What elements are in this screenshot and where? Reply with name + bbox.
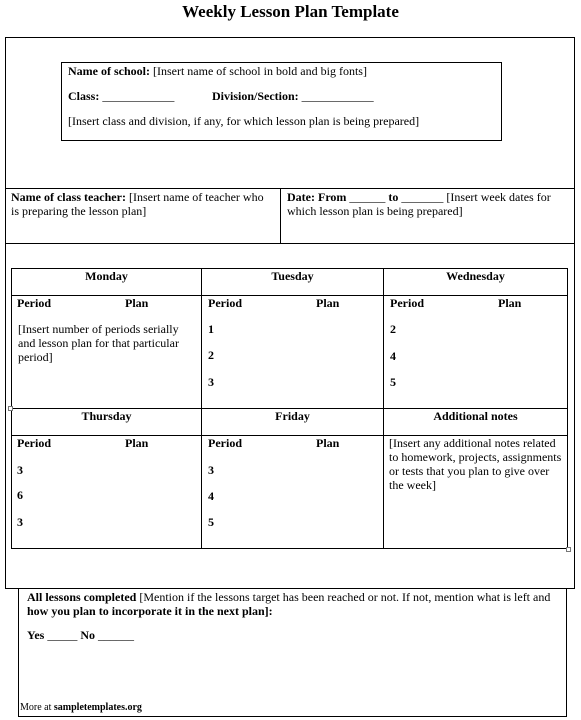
row-handle-left[interactable] [8, 406, 13, 411]
additional-notes-text [389, 436, 565, 492]
wednesday-plan-header: Plan [498, 296, 522, 310]
additional-note-line-2: to homework, projects, assignments [389, 450, 562, 464]
thursday-period-3: 3 [17, 515, 23, 529]
monday-note-line-3: period] [18, 350, 53, 364]
additional-note-line-4: the week] [389, 478, 436, 492]
no-label: No [80, 628, 96, 642]
division-line [212, 89, 374, 104]
date-from-blank[interactable]: ______ [346, 190, 389, 204]
class-blank[interactable]: ____________ [99, 89, 175, 103]
school-name-placeholder: [Insert name of school in bold and big fonts] [149, 64, 367, 78]
completion-placeholder-1: [Mention if the lessons target has been reached or not. If not, mention what is left and [136, 590, 551, 604]
class-line [68, 89, 174, 104]
tuesday-period-1: 1 [208, 322, 214, 336]
tuesday-period-2: 2 [208, 348, 214, 362]
yes-no-line [27, 628, 134, 643]
monday-note [18, 322, 198, 364]
date-field [287, 190, 573, 218]
tuesday-period-3: 3 [208, 375, 214, 389]
additional-notes-header: Additional notes [433, 409, 518, 423]
date-placeholder-2: which lesson plan is being prepared] [287, 204, 463, 218]
teacher-field [11, 190, 279, 218]
monday-note-line-1: [Insert number of periods serially [18, 322, 179, 336]
thursday-header: Thursday [81, 409, 132, 423]
class-label: Class: [68, 89, 100, 103]
completion-text [27, 590, 567, 618]
friday-period-header: Period [208, 436, 242, 450]
school-name-label: Name of school: [68, 64, 150, 78]
thursday-period-header: Period [17, 436, 51, 450]
yes-label: Yes [27, 628, 45, 642]
yes-blank[interactable]: _____ [44, 628, 81, 642]
school-name-line [68, 64, 367, 79]
wednesday-period-header: Period [390, 296, 424, 310]
footer-site-link[interactable]: sampletemplates.org [53, 702, 142, 713]
completion-placeholder-2: how you plan to incorporate it in the next plan]: [27, 604, 273, 618]
tuesday-period-header: Period [208, 296, 242, 310]
wednesday-period-2: 4 [390, 349, 396, 363]
division-blank[interactable]: ____________ [298, 89, 374, 103]
teacher-placeholder-1: [Insert name of teacher who [125, 190, 264, 204]
division-label: Division/Section: [212, 89, 299, 103]
teacher-label: Name of class teacher: [11, 190, 126, 204]
date-to-label: to [388, 190, 399, 204]
date-from-label: Date: From [287, 190, 347, 204]
wednesday-period-3: 5 [390, 375, 396, 389]
class-division-note: [Insert class and division, if any, for which lesson plan is being prepared] [68, 114, 420, 128]
date-placeholder-1: [Insert week dates for [446, 190, 551, 204]
friday-plan-header: Plan [316, 436, 340, 450]
friday-header: Friday [275, 409, 310, 423]
date-to-blank[interactable]: _______ [398, 190, 447, 204]
completion-label: All lessons completed [27, 590, 137, 604]
friday-period-2: 4 [208, 489, 214, 503]
tuesday-plan-header: Plan [316, 296, 340, 310]
teacher-date-divider [280, 188, 281, 243]
no-blank[interactable]: ______ [95, 628, 135, 642]
monday-plan-header: Plan [125, 296, 149, 310]
completion-box [18, 589, 567, 717]
footer-prefix: More at [20, 702, 54, 713]
friday-period-1: 3 [208, 463, 214, 477]
tuesday-header: Tuesday [271, 269, 314, 283]
document-title: Weekly Lesson Plan Template [182, 2, 399, 21]
additional-note-line-1: [Insert any additional notes related [389, 436, 556, 450]
teacher-placeholder-2: is preparing the lesson plan] [11, 204, 147, 218]
monday-header: Monday [85, 269, 128, 283]
footer-credit [20, 702, 142, 713]
divider-top [5, 188, 575, 189]
wednesday-period-1: 2 [390, 322, 396, 336]
friday-period-3: 5 [208, 515, 214, 529]
thursday-period-2: 6 [17, 488, 23, 502]
divider-bottom [5, 243, 575, 244]
weekly-grid [11, 268, 568, 549]
grid-header-divider-1 [12, 295, 567, 296]
wednesday-header: Wednesday [446, 269, 505, 283]
additional-note-line-3: or tests that you plan to give over [389, 464, 550, 478]
resize-handle[interactable] [566, 547, 571, 552]
monday-period-header: Period [17, 296, 51, 310]
thursday-plan-header: Plan [125, 436, 149, 450]
thursday-period-1: 3 [17, 463, 23, 477]
monday-note-line-2: and lesson plan for that particular [18, 336, 179, 350]
school-info-box [61, 62, 502, 141]
